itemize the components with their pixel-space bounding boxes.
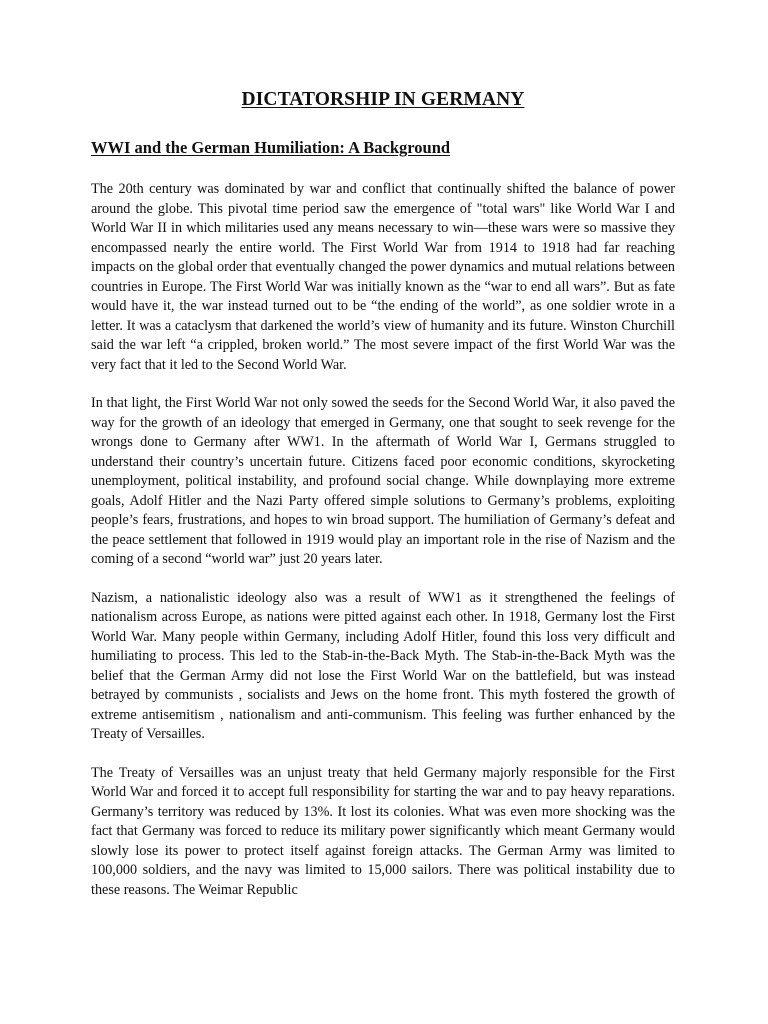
paragraph-1: The 20th century was dominated by war and conflict that continually shifted the balance of power around the globe. This pivotal time period saw the emergence of "total wars" like World War I and World War II in which militaries used any means necessary to win—these wars were so massive they encompassed nearly the entire world. The First World War from 1914 to 1918 had far reaching impacts on the global order that eventually changed the power dynamics and mutual relations between countries in Europe. The First World War was initially known as the “war to end all wars”. But as fate would have it, the war instead turned out to be “the ending of the world”, as one soldier wrote in a letter. It was a cataclysm that darkened the world’s view of humanity and its future. Winston Churchill said the war left “a crippled, broken world.” The most severe impact of the first World War was the very fact that it led to the Second World War. xyxy=(91,181,675,373)
paragraph-4: The Treaty of Versailles was an unjust treaty that held Germany majorly responsible for the First World War and forced it to accept full responsibility for starting the war and to pay heavy reparations. Germany’s territory was reduced by 13%. It lost its colonies. What was even more shocking was the fact that Germany was forced to reduce its military power significantly which meant Germany would slowly lose its power to protect itself against foreign attacks. The German Army was limited to 100,000 soldiers, and the navy was limited to 15,000 sailors. There was political instability due to these reasons. The Weimar Republic xyxy=(91,764,675,898)
section-heading: WWI and the German Humiliation: A Background xyxy=(91,138,451,157)
paragraph-2: In that light, the First World War not only sowed the seeds for the Second World War, it also paved the way for the growth of an ideology that emerged in Germany, one that sought to seek revenge for the wrongs done to Germany after WW1. In the aftermath of World War I, Germans struggled to understand their country’s uncertain future. Citizens faced poor economic conditions, skyrocketing unemployment, political instability, and profound social change. While downplaying more extreme goals, Adolf Hitler and the Nazi Party offered simple solutions to Germany’s problems, exploiting people’s fears, frustrations, and hopes to win broad support. The humiliation of Germany’s defeat and the peace settlement that followed in 1919 would play an important role in the rise of Nazism and the coming of a second “world war” just 20 years later. xyxy=(91,395,675,567)
document-title: DICTATORSHIP IN GERMANY xyxy=(241,89,525,110)
paragraph-3: Nazism, a nationalistic ideology also was a result of WW1 as it strengthened the feelings of nationalism across Europe, as nations were pitted against each other. In 1918, Germany lost the First World War. Many people within Germany, including Adolf Hitler, found this loss very difficult and humiliating to process. This led to the Stab-in-the-Back Myth. The Stab-in-the-Back Myth was the belief that the German Army did not lose the First World War on the battlefield, but was instead betrayed by communists , socialists and Jews on the home front. This myth fostered the growth of extreme antisemitism , nationalism and anti-communism. This feeling was further enhanced by the Treaty of Versailles. xyxy=(91,589,675,742)
document-page xyxy=(91,88,675,900)
